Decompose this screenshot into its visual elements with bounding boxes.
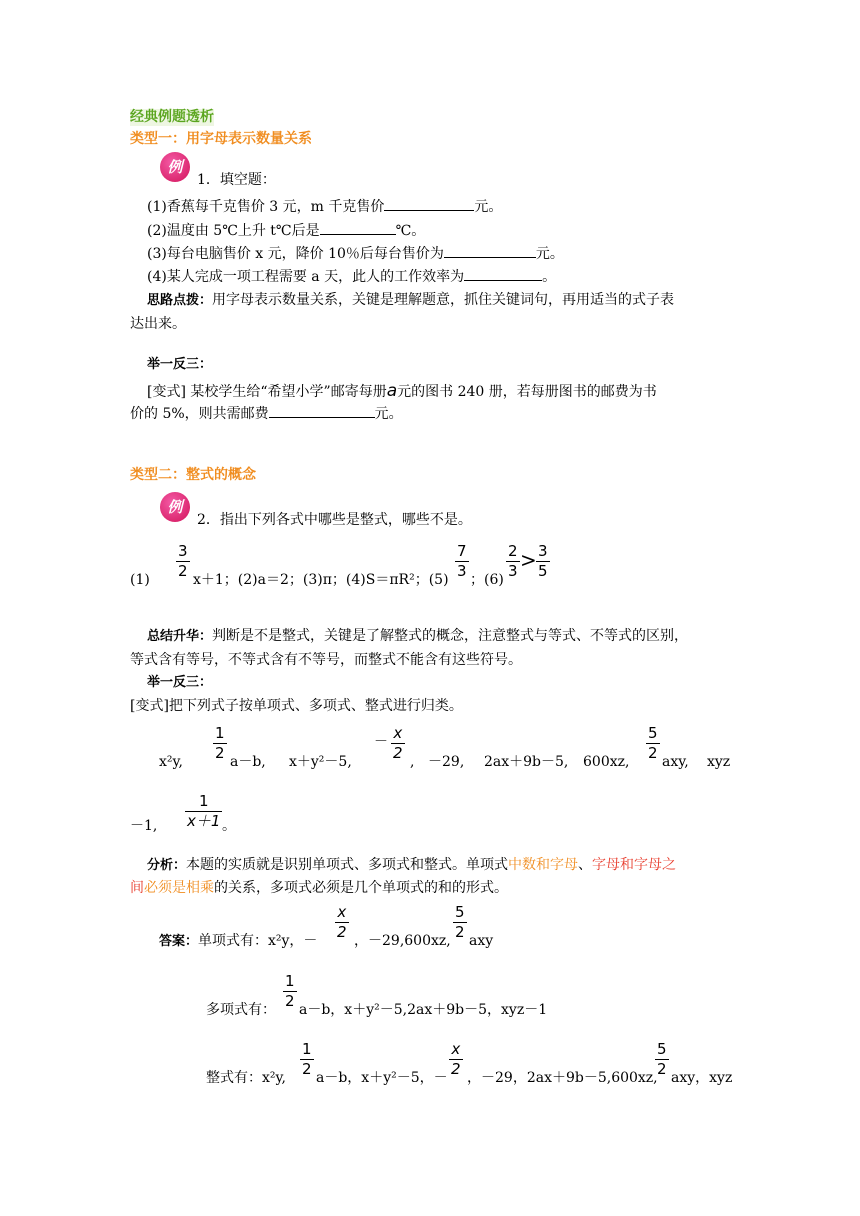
fraction-1-over-2: 1 2	[302, 1040, 312, 1078]
fraction-5-over-2: 5 2	[648, 724, 658, 762]
fraction-3-over-2: 3 2	[178, 542, 188, 580]
fraction-x-over-2: x 2	[393, 724, 403, 762]
fraction-3-over-5: 3 5	[538, 542, 548, 580]
example-badge-icon: 例	[160, 492, 190, 522]
expr-label-1: (1)	[130, 572, 150, 588]
answer-monomials: 答案：单项式有：x²y，－	[159, 933, 318, 949]
variant-1-line-2: 价的 5%，则共需邮费 元。	[130, 406, 403, 422]
section-heading: 经典例题透析	[130, 109, 214, 125]
blank-item-4: (4)某人完成一项工程需要 a 天，此人的工作效率为 。	[147, 269, 557, 285]
expr-text-2: ；(6)	[470, 572, 504, 588]
expr-minus-29: －29,	[428, 754, 465, 770]
expr-600xz: 600xz,	[583, 754, 630, 770]
monomials-axy: axy	[469, 933, 494, 949]
fraction-5-over-2: 5 2	[657, 1040, 667, 1078]
expr-text-1: x＋1；(2)a＝2；(3)π；(4)S＝πR²；(5)	[193, 572, 449, 588]
polynomials-label: 多项式有：	[206, 1002, 276, 1018]
monomials-text: ，－29,600xz,	[354, 933, 451, 949]
fraction-2-over-3: 2 3	[508, 542, 518, 580]
expr-a-minus-b: a－b,	[230, 754, 266, 770]
practice-label-1: 举一反三：	[147, 357, 213, 372]
answer-label: 答案：	[159, 934, 199, 949]
expr-2ax-9b-5: 2ax＋9b－5,	[484, 754, 569, 770]
hint-label: 思路点拨：	[147, 293, 213, 308]
blank-item-1: (1)香蕉每千克售价 3 元，m 千克售价 元。	[147, 199, 503, 215]
variant-1-line-1: [变式] 某校学生给“希望小学”邮寄每册a元的图书 240 册，若每册图书的邮费为书	[147, 381, 657, 401]
question-1: 1．填空题：	[197, 172, 276, 188]
fraction-1-over-x-plus-1: 1 x＋1	[187, 792, 221, 830]
question-2: 2．指出下列各式中哪些是整式，哪些不是。	[197, 512, 472, 528]
expr-x2y: x²y,	[159, 754, 184, 770]
integral-label: 整式有：x²y,	[206, 1070, 287, 1086]
summary-label: 总结升华：	[147, 629, 213, 644]
practice-label-2: 举一反三：	[147, 675, 213, 690]
summary-line-2: 等式含有等号，不等式含有不等号，而整式不能含有这些符号。	[130, 652, 522, 668]
blank-item-2: (2)温度由 5℃上升 t℃后是 ℃。	[147, 223, 426, 239]
expr-axy: axy,	[662, 754, 689, 770]
greater-than-sign: >	[520, 548, 537, 572]
expr-minus-1: －1,	[130, 818, 158, 834]
fraction-x-over-2: x 2	[451, 1040, 461, 1078]
integral-text-3: axy，xyz	[671, 1070, 733, 1086]
integral-text-2: ，－29，2ax＋9b－5,600xz,	[467, 1070, 658, 1086]
type1-title: 类型一：用字母表示数量关系	[130, 131, 312, 147]
variant-2: [变式]把下列式子按单项式、多项式、整式进行归类。	[130, 698, 463, 714]
hint-line-1: 思路点拨：用字母表示数量关系，关键是理解题意，抓住关键词句，再用适当的式子表	[147, 292, 675, 308]
fraction-x-over-2: x 2	[337, 903, 347, 941]
polynomials-text: a－b，x＋y²－5,2ax＋9b－5，xyz－1	[299, 1002, 548, 1018]
expr-x-plus-y2: x＋y²－5,	[289, 754, 352, 770]
fraction-1-over-2: 1 2	[215, 724, 225, 762]
fraction-7-over-3: 7 3	[457, 542, 467, 580]
blank-item-3: (3)每台电脑售价 x 元，降价 10％后每台售价为 元。	[147, 246, 564, 262]
analysis-line-2: 间必须是相乘的关系，多项式必须是几个单项式的和的形式。	[130, 880, 508, 896]
summary-line-1: 总结升华：判断是不是整式，关键是了解整式的概念，注意整式与等式、不等式的区别，	[147, 628, 689, 644]
integral-text-1: a－b，x＋y²－5，－	[316, 1070, 448, 1086]
period: 。	[222, 818, 236, 834]
comma: ,	[410, 754, 415, 770]
example-badge-icon: 例	[160, 152, 190, 182]
type2-title: 类型二：整式的概念	[130, 467, 256, 483]
minus-sign: －	[374, 734, 388, 750]
expr-xyz: xyz	[707, 754, 731, 770]
analysis-label: 分析：	[147, 858, 187, 873]
hint-line-2: 达出来。	[130, 316, 186, 332]
analysis-line-1: 分析：本题的实质就是识别单项式、多项式和整式。单项式中数和字母、字母和字母之	[147, 857, 677, 873]
fraction-5-over-2: 5 2	[455, 903, 465, 941]
fraction-1-over-2: 1 2	[285, 972, 295, 1010]
